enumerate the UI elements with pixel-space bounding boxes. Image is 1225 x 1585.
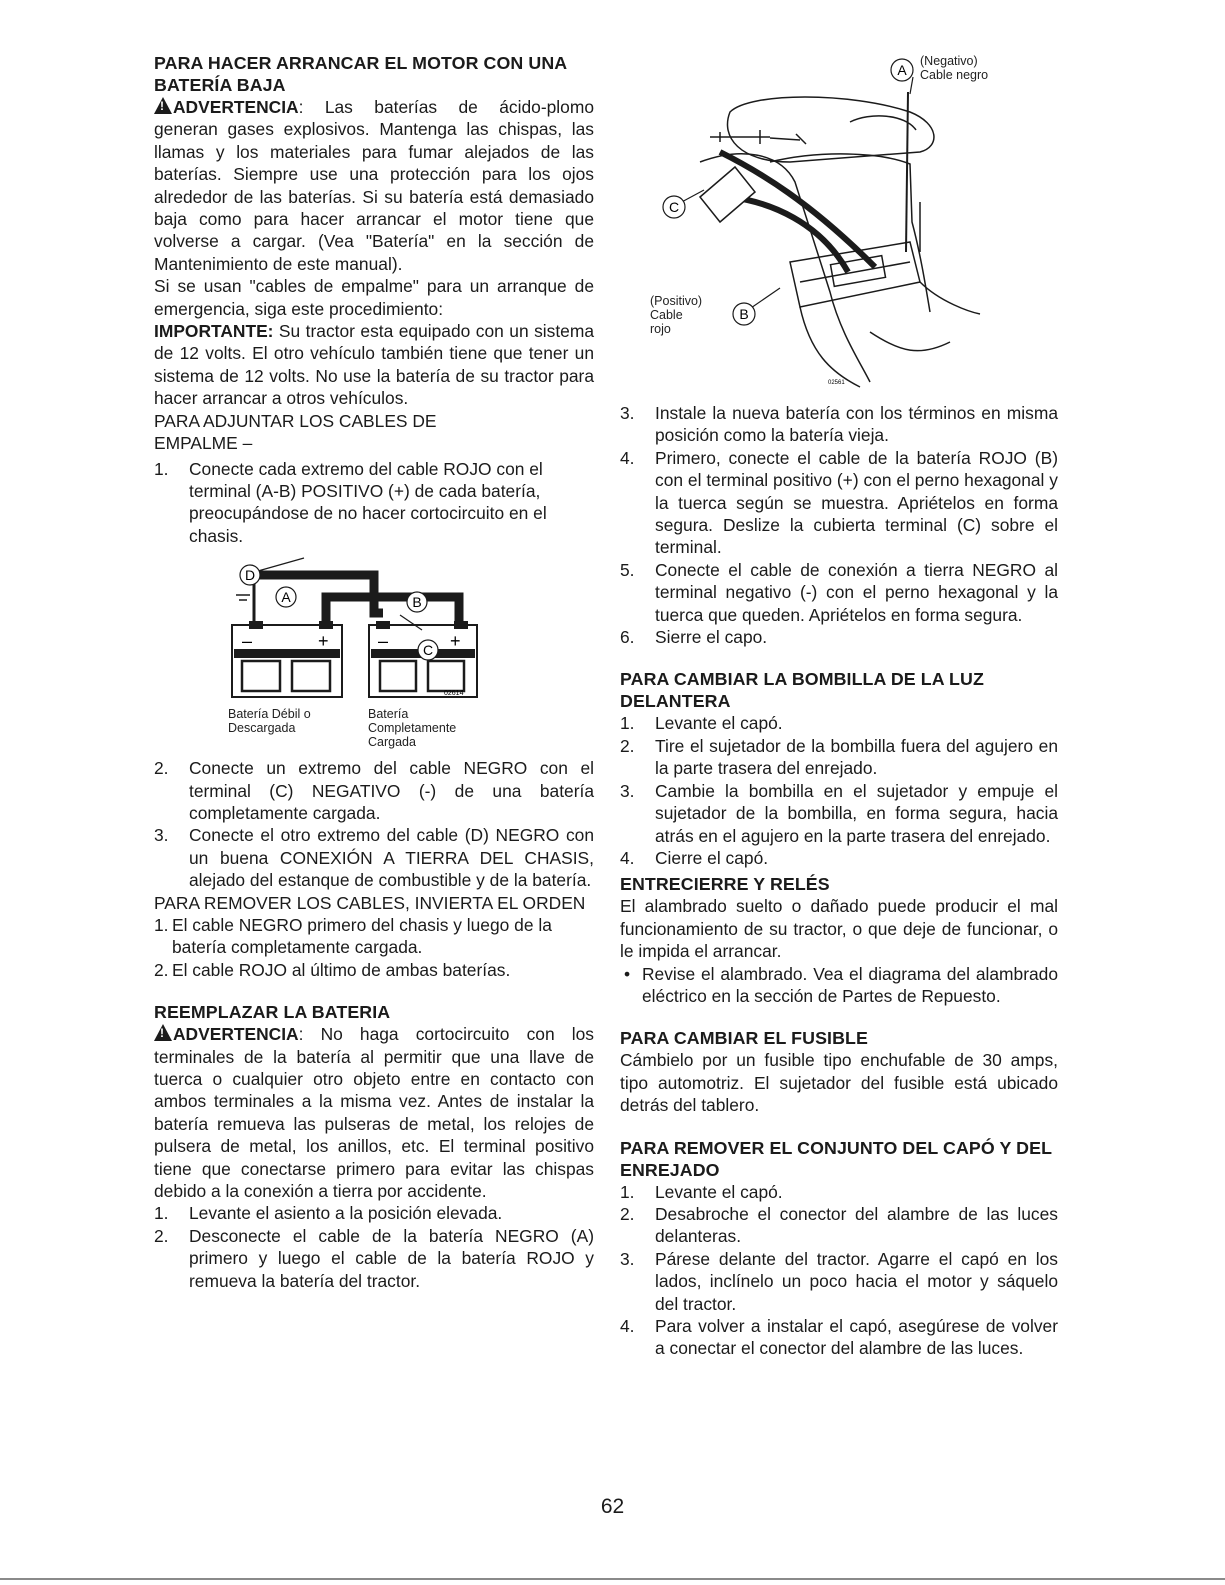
list-item: 2. El cable ROJO al último de ambas baterías.: [154, 959, 511, 980]
negative-cable-label: (Negativo) Cable negro: [920, 54, 989, 82]
warning2-word: ADVERTENCIA: [173, 1024, 299, 1045]
list-item: 1. El cable NEGRO primero del chasis y luego de la batería completamente cargada.: [154, 914, 552, 958]
wiring-bullets: [620, 963, 1058, 1008]
replace-steps-b: [620, 402, 1058, 648]
figure-code: 02561: [828, 380, 845, 386]
page-number: 62: [600, 1495, 625, 1518]
list-item: 1. Levante el capó.: [620, 1181, 783, 1202]
list-item: 3. Instale la nueva batería con los términos en misma posición como la batería vieja.: [620, 403, 1058, 446]
positive-cable-label: (Positivo) Cable rojo: [650, 294, 703, 336]
attach-steps-a: [154, 458, 594, 548]
warning-paragraph: [154, 96, 594, 275]
list-item: 1. Levante el capó.: [620, 713, 783, 734]
label-c: C: [422, 642, 434, 659]
bottom-rule: [0, 1578, 1225, 1580]
wiring-paragraph: El alambrado suelto o dañado puede producir el mal funcionamiento de su tractor, o que deje de funcionar, o le impida el arrancar.: [620, 896, 1058, 962]
important-paragraph: [154, 320, 594, 410]
list-item: 3. Cambie la bombilla en el sujetador y empuje el sujetador de la bombilla, en forma segura, hacia atrás en el agujero en la parte trasera del enrejado.: [620, 780, 1058, 846]
section-heading-wiring: ENTRECIERRE Y RELÉS: [620, 874, 830, 895]
section-heading-fuse: PARA CAMBIAR EL FUSIBLE: [620, 1028, 868, 1049]
left-column: [154, 52, 594, 1292]
list-item: 2. Desconecte el cable de la batería NEGRO (A) primero y luego el cable de la batería ROJO y remueva la batería del tractor.: [154, 1225, 594, 1291]
warning-triangle-icon: [154, 1024, 172, 1041]
list-item: 1. Conecte cada extremo del cable ROJO con el terminal (A-B) POSITIVO (+) de cada batería, preocupándose de no hacer cortocircuito en el chasis.: [154, 458, 547, 546]
remove-cables-heading: PARA REMOVER LOS CABLES, INVIERTA EL ORDEN: [154, 892, 586, 913]
list-item: 1. Levante el asiento a la posición elevada.: [154, 1203, 503, 1224]
list-item: 4. Cierre el capó.: [620, 847, 769, 868]
label-b: B: [412, 594, 422, 611]
list-item: 2. Tire el sujetador de la bombilla fuera del agujero en la parte trasera del enrejado.: [620, 735, 1058, 779]
warning-word: ADVERTENCIA: [173, 97, 299, 117]
section-heading-low-battery: PARA HACER ARRANCAR EL MOTOR CON UNA BATERÍA BAJA: [154, 53, 567, 95]
list-item: 4. Para volver a instalar el capó, asegúrese de volver a conectar el conector del alambre de las luces.: [620, 1316, 1058, 1359]
jumper-intro: Si se usan "cables de empalme" para un arranque de emergencia, siga este procedimiento:: [154, 276, 594, 319]
battery-install-svg: [620, 52, 1058, 402]
label-b: B: [739, 306, 749, 322]
figure-code: 02614: [444, 690, 464, 698]
label-d: D: [244, 567, 256, 584]
label-c: C: [668, 199, 680, 215]
replace-steps-a: [154, 1202, 594, 1292]
plus-sign-weak: +: [318, 631, 329, 652]
list-item: 4. Primero, conecte el cable de la batería ROJO (B) con el terminal positivo (+) con el perno hexagonal y la tuerca según se muestra. Apriételos en forma segura. Deslize la cubierta terminal (C) sobre el terminal.: [620, 447, 1058, 558]
attach-steps-b: [154, 757, 594, 891]
list-item: 3. Conecte el otro extremo del cable (D) NEGRO con un buena CONEXIÓN A TIERRA DEL CHASIS, alejado del estanque de combustible y de la batería.: [154, 825, 594, 891]
list-item: 2. Conecte un extremo del cable NEGRO con el terminal (C) NEGATIVO (-) de una batería completamente cargada.: [154, 758, 594, 823]
battery-install-diagram: [620, 52, 1058, 402]
warning-text: : Las baterías de ácido-plomo generan gases explosivos. Mantenga las chispas, las llamas y los materiales para fumar alejados de las baterías. Siempre use una protección para los ojos alrededor de las baterías. Si su batería está demasiado baja como para hacer arrancar el motor tiene que volverse a cargar. (Vea "Batería" en la sección de Mantenimiento de este manual).: [154, 97, 594, 274]
minus-sign-full: –: [378, 631, 389, 652]
warning-triangle-icon: [154, 97, 172, 114]
fuse-paragraph: Cámbielo por un fusible tipo enchufable de 30 amps, tipo automotriz. El sujetador del fusible está ubicado detrás del tablero.: [620, 1050, 1058, 1116]
warning2-paragraph: [154, 1023, 594, 1202]
jumper-cable-diagram: [154, 555, 594, 755]
list-item: 3. Párese delante del tractor. Agarre el capó en los lados, inclínelo un poco hacia el motor y sáquelo del tractor.: [620, 1248, 1058, 1314]
jumper-diagram-svg: [154, 555, 594, 705]
minus-sign-weak: –: [242, 631, 253, 652]
bulb-steps: [620, 712, 1058, 869]
list-item: 6. Sierre el capo.: [620, 627, 768, 648]
right-column: [620, 52, 1058, 1360]
hood-steps: [620, 1181, 1058, 1360]
list-item: 2. Desabroche el conector del alambre de las luces delanteras.: [620, 1203, 1058, 1247]
warning2-text: : No haga cortocircuito con los terminales de la batería al permitir que una llave de tuerca o cualquier otro objeto entre en contacto con ambos terminales a la misma vez. Antes de instalar la batería remueva las pulseras de metal, los relojes de pulsera de metal, los anillos, etc. El terminal positivo tiene que conectarse primero para evitar las chispas debido a la conexión a tierra por accidente.: [154, 1024, 594, 1202]
section-heading-bulb: PARA CAMBIAR LA BOMBILLA DE LA LUZ DELANTERA: [620, 669, 984, 712]
section-heading-hood: PARA REMOVER EL CONJUNTO DEL CAPÓ Y DEL ENREJADO: [620, 1137, 1052, 1180]
important-text: Su tractor esta equipado con un sistema de 12 volts. El otro vehículo también tiene que tener un sistema de 12 volts. No use la batería de su tractor para hacer arrancar a otros vehículos.: [154, 321, 594, 409]
list-item: 5. Conecte el cable de conexión a tierra NEGRO al terminal negativo (-) con el perno hexagonal y la tuerca que queden. Apriételos en forma segura.: [620, 559, 1058, 625]
label-a: A: [897, 62, 907, 78]
list-item: • Revise el alambrado. Vea el diagrama del alambrado eléctrico en la sección de Partes de Repuesto.: [620, 963, 1058, 1008]
label-a: A: [281, 589, 291, 606]
section-heading-replace-battery: REEMPLAZAR LA BATERIA: [154, 1002, 391, 1023]
remove-steps: [154, 914, 594, 981]
caption-full-battery: Batería Completamente Cargada: [368, 707, 457, 750]
plus-sign-full: +: [450, 631, 461, 652]
caption-weak-battery: Batería Débil o Descargada: [228, 707, 311, 736]
important-word: IMPORTANTE:: [154, 321, 274, 342]
attach-cables-heading: PARA ADJUNTAR LOS CABLES DE EMPALME –: [154, 410, 437, 454]
